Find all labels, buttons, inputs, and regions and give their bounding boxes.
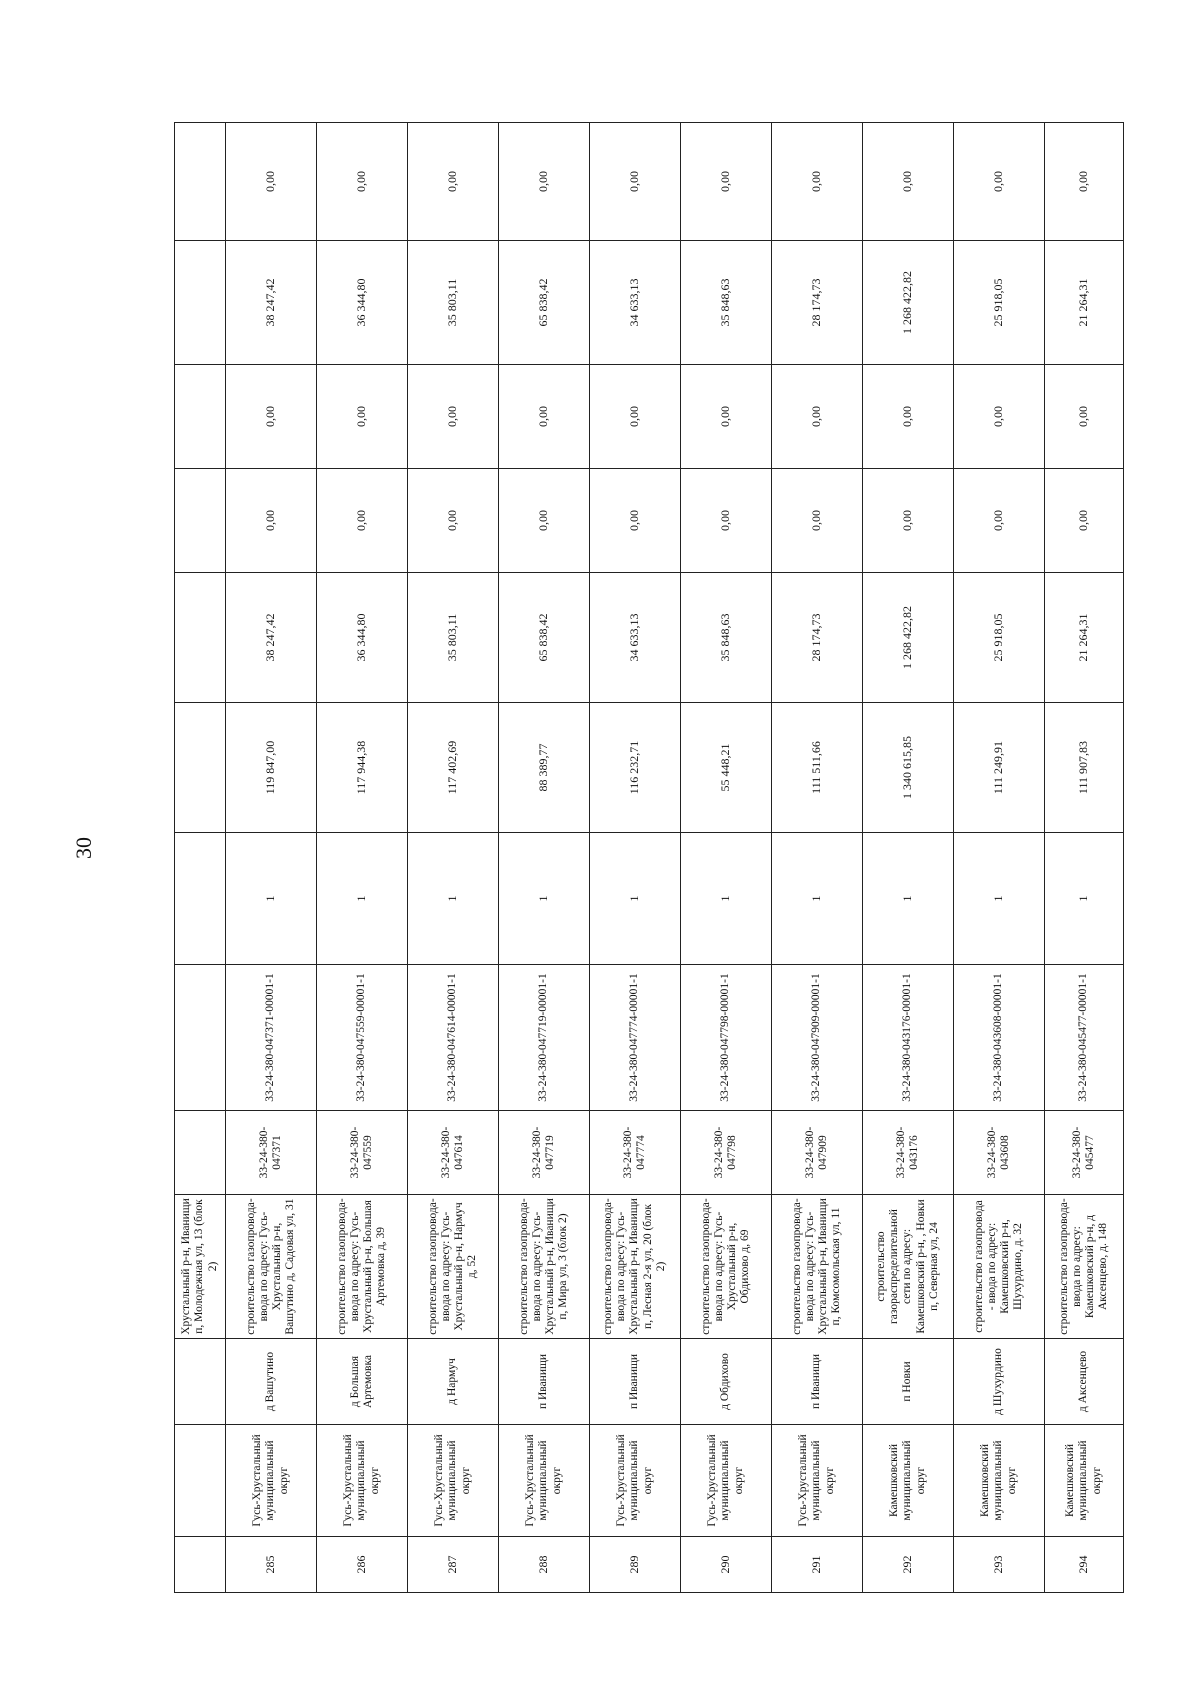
cell-v2: 35 848,63 [681, 573, 772, 703]
table-row [317, 123, 408, 1593]
cell-code1: 33-24-380-047559 [317, 1111, 408, 1195]
cell-description: строительство газопровода-ввода по адресу: Гусь-Хрустальный р-н, Иванищи п, Комсомольская ул, 11 [772, 1195, 863, 1339]
cell-v2: 36 344,80 [317, 573, 408, 703]
cell-v6: 0,00 [317, 123, 408, 241]
cell-code2: 33-24-380-045477-00001-1 [1045, 965, 1124, 1111]
cell-locality [175, 1339, 226, 1425]
cell-code1: 33-24-380-045477 [1045, 1111, 1124, 1195]
cell-v3: 0,00 [317, 469, 408, 573]
cell-v5: 28 174,73 [772, 241, 863, 365]
cell-v5: 25 918,05 [954, 241, 1045, 365]
cell-v4 [175, 365, 226, 469]
table-row [226, 123, 317, 1593]
cell-v3: 0,00 [590, 469, 681, 573]
cell-number: 292 [863, 1537, 954, 1593]
cell-v2: 25 918,05 [954, 573, 1045, 703]
cell-v2: 65 838,42 [499, 573, 590, 703]
cell-v1: 88 389,77 [499, 703, 590, 833]
cell-code1: 33-24-380-047371 [226, 1111, 317, 1195]
cell-locality: п Иванищи [772, 1339, 863, 1425]
cell-locality: п Новки [863, 1339, 954, 1425]
cell-v4: 0,00 [408, 365, 499, 469]
cell-qty: 1 [1045, 833, 1124, 965]
cell-v5: 65 838,42 [499, 241, 590, 365]
cell-qty: 1 [681, 833, 772, 965]
cell-v1: 116 232,71 [590, 703, 681, 833]
cell-v1 [175, 703, 226, 833]
cell-v4: 0,00 [499, 365, 590, 469]
cell-number: 293 [954, 1537, 1045, 1593]
cell-v3: 0,00 [499, 469, 590, 573]
cell-number: 287 [408, 1537, 499, 1593]
cell-description: строительство газопровода-ввода по адресу: Гусь-Хрустальный р-н, Нармуч д, 52 [408, 1195, 499, 1339]
table-row [954, 123, 1045, 1593]
cell-v2: 28 174,73 [772, 573, 863, 703]
cell-v4: 0,00 [317, 365, 408, 469]
cell-v4: 0,00 [954, 365, 1045, 469]
cell-district [175, 1425, 226, 1537]
cell-v6: 0,00 [772, 123, 863, 241]
page-number: 30 [71, 837, 96, 859]
cell-v5: 36 344,80 [317, 241, 408, 365]
cell-code2: 33-24-380-047371-00001-1 [226, 965, 317, 1111]
cell-number: 288 [499, 1537, 590, 1593]
cell-v3: 0,00 [1045, 469, 1124, 573]
cell-description: строительство газопровода - ввода по адресу: Камешковский р-н, Шухурдино, д. 32 [954, 1195, 1045, 1339]
cell-code1 [175, 1111, 226, 1195]
cell-description: строительство газопровода-ввода по адресу: Камешковский р-н, д Аксенцево, д. 148 [1045, 1195, 1124, 1339]
cell-v4: 0,00 [226, 365, 317, 469]
cell-v5: 34 633,13 [590, 241, 681, 365]
cell-v2: 38 247,42 [226, 573, 317, 703]
cell-district: Камешковский муниципальный округ [863, 1425, 954, 1537]
cell-locality: п Иванищи [590, 1339, 681, 1425]
cell-number: 285 [226, 1537, 317, 1593]
cell-qty [175, 833, 226, 965]
cell-description: строительство газопровода-ввода по адресу: Гусь-Хрустальный р-н, Большая Артемовка д, 39 [317, 1195, 408, 1339]
cell-number: 290 [681, 1537, 772, 1593]
cell-v1: 55 448,21 [681, 703, 772, 833]
cell-v4: 0,00 [863, 365, 954, 469]
cell-code2: 33-24-380-047719-00001-1 [499, 965, 590, 1111]
cell-description: строительство газопровода-ввода по адресу: Гусь-Хрустальный р-н, Обдихово д, 69 [681, 1195, 772, 1339]
cell-v5: 1 268 422,82 [863, 241, 954, 365]
cell-locality: д Нармуч [408, 1339, 499, 1425]
cell-v2: 1 268 422,82 [863, 573, 954, 703]
cell-qty: 1 [863, 833, 954, 965]
table-row [408, 123, 499, 1593]
cell-code1: 33-24-380-047909 [772, 1111, 863, 1195]
cell-description: строительство газораспределительной сети по адресу: Камешковский р-н, , Новки п, Северная ул, 24 [863, 1195, 954, 1339]
cell-v5: 35 803,11 [408, 241, 499, 365]
cell-district: Гусь-Хрустальный муниципальный округ [499, 1425, 590, 1537]
cell-v1: 111 907,83 [1045, 703, 1124, 833]
cell-number: 294 [1045, 1537, 1124, 1593]
rotated-sheet [174, 123, 1119, 1593]
cell-v1: 111 249,91 [954, 703, 1045, 833]
cell-v1: 119 847,00 [226, 703, 317, 833]
cell-code2: 33-24-380-047614-00001-1 [408, 965, 499, 1111]
cell-number: 286 [317, 1537, 408, 1593]
cell-code2: 33-24-380-047798-00001-1 [681, 965, 772, 1111]
cell-code2: 33-24-380-043176-00001-1 [863, 965, 954, 1111]
cell-v6: 0,00 [863, 123, 954, 241]
table-body [175, 123, 1124, 1593]
cell-v1: 111 511,66 [772, 703, 863, 833]
cell-district: Камешковский муниципальный округ [1045, 1425, 1124, 1537]
cell-v5 [175, 241, 226, 365]
cell-v5: 35 848,63 [681, 241, 772, 365]
cell-v6: 0,00 [226, 123, 317, 241]
cell-locality: п Иванищи [499, 1339, 590, 1425]
cell-qty: 1 [590, 833, 681, 965]
cell-district: Гусь-Хрустальный муниципальный округ [317, 1425, 408, 1537]
cell-district: Гусь-Хрустальный муниципальный округ [226, 1425, 317, 1537]
cell-v4: 0,00 [772, 365, 863, 469]
cell-locality: д Большая Артемовка [317, 1339, 408, 1425]
cell-qty: 1 [954, 833, 1045, 965]
cell-v6: 0,00 [408, 123, 499, 241]
cell-district: Гусь-Хрустальный муниципальный округ [681, 1425, 772, 1537]
cell-v1: 1 340 615,85 [863, 703, 954, 833]
cell-locality: д Обдихово [681, 1339, 772, 1425]
cell-v4: 0,00 [1045, 365, 1124, 469]
cell-qty: 1 [499, 833, 590, 965]
cell-qty: 1 [772, 833, 863, 965]
cell-number: 291 [772, 1537, 863, 1593]
cell-v6: 0,00 [1045, 123, 1124, 241]
cell-code1: 33-24-380-047614 [408, 1111, 499, 1195]
cell-code2: 33-24-380-047559-00001-1 [317, 965, 408, 1111]
cell-code1: 33-24-380-047719 [499, 1111, 590, 1195]
cell-code1: 33-24-380-047774 [590, 1111, 681, 1195]
cell-description: Хрустальный р-н, Иванищи п, Молодежная ул, 13 (блок 2) [175, 1195, 226, 1339]
cell-v6: 0,00 [499, 123, 590, 241]
cell-district: Гусь-Хрустальный муниципальный округ [408, 1425, 499, 1537]
cell-qty: 1 [317, 833, 408, 965]
table-row [1045, 123, 1124, 1593]
cell-code1: 33-24-380-047798 [681, 1111, 772, 1195]
cell-v1: 117 402,69 [408, 703, 499, 833]
cell-v3: 0,00 [408, 469, 499, 573]
cell-description: строительство газопровода-ввода по адресу: Гусь-Хрустальный р-н, Вашутино д, Садовая ул, 31 [226, 1195, 317, 1339]
cell-number: 289 [590, 1537, 681, 1593]
cell-description: строительство газопровода-ввода по адресу: Гусь-Хрустальный р-н, Иванищи п, Мира ул, 3 (блок 2) [499, 1195, 590, 1339]
cell-v6: 0,00 [681, 123, 772, 241]
cell-code2: 33-24-380-047909-00001-1 [772, 965, 863, 1111]
gas-connection-table [174, 122, 1124, 1593]
cell-v5: 38 247,42 [226, 241, 317, 365]
cell-v6: 0,00 [954, 123, 1045, 241]
cell-v2: 34 633,13 [590, 573, 681, 703]
cell-v3: 0,00 [954, 469, 1045, 573]
cell-district: Гусь-Хрустальный муниципальный округ [772, 1425, 863, 1537]
cell-code1: 33-24-380-043176 [863, 1111, 954, 1195]
cell-code2: 33-24-380-043608-00001-1 [954, 965, 1045, 1111]
cell-district: Камешковский муниципальный округ [954, 1425, 1045, 1537]
cell-code2 [175, 965, 226, 1111]
cell-code1: 33-24-380-043608 [954, 1111, 1045, 1195]
cell-v3: 0,00 [863, 469, 954, 573]
cell-v3: 0,00 [681, 469, 772, 573]
cell-v2: 35 803,11 [408, 573, 499, 703]
cell-qty: 1 [408, 833, 499, 965]
cell-v2: 21 264,31 [1045, 573, 1124, 703]
continuation-row [175, 123, 226, 1593]
cell-v4: 0,00 [590, 365, 681, 469]
cell-locality: д Аксенцево [1045, 1339, 1124, 1425]
table-row [772, 123, 863, 1593]
cell-locality: д Шухурдино [954, 1339, 1045, 1425]
cell-qty: 1 [226, 833, 317, 965]
cell-v6 [175, 123, 226, 241]
cell-v3 [175, 469, 226, 573]
cell-description: строительство газопровода-ввода по адресу: Гусь-Хрустальный р-н, Иванищи п, Лесная 2-я ул, 20 (блок 2) [590, 1195, 681, 1339]
table-row [499, 123, 590, 1593]
cell-v3: 0,00 [226, 469, 317, 573]
cell-locality: д Вашутино [226, 1339, 317, 1425]
cell-district: Гусь-Хрустальный муниципальный округ [590, 1425, 681, 1537]
cell-v3: 0,00 [772, 469, 863, 573]
cell-v1: 117 944,38 [317, 703, 408, 833]
cell-v5: 21 264,31 [1045, 241, 1124, 365]
cell-v4: 0,00 [681, 365, 772, 469]
cell-v6: 0,00 [590, 123, 681, 241]
table-row [863, 123, 954, 1593]
cell-v2 [175, 573, 226, 703]
cell-code2: 33-24-380-047774-00001-1 [590, 965, 681, 1111]
cell-n [175, 1537, 226, 1593]
table-row [590, 123, 681, 1593]
table-row [681, 123, 772, 1593]
